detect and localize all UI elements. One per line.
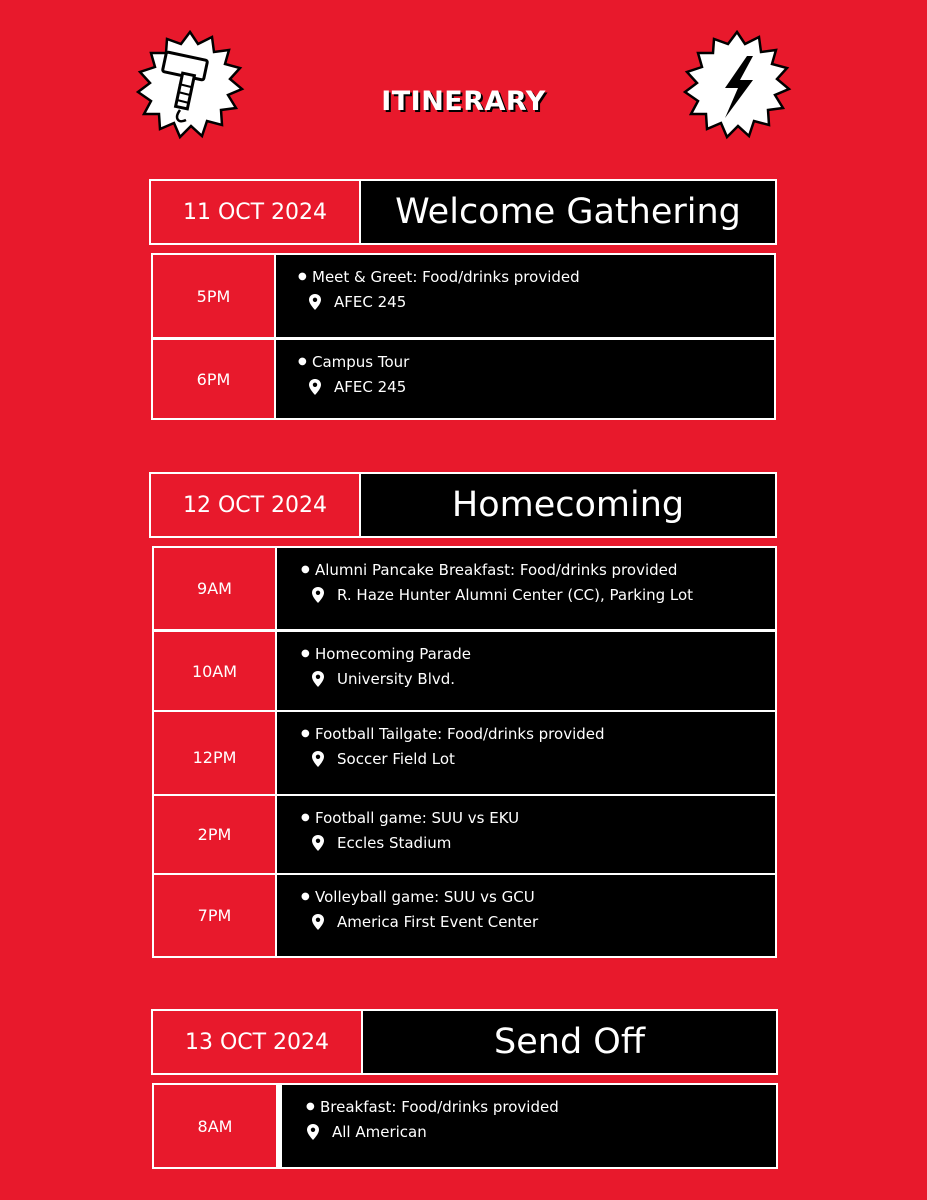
schedule-row xyxy=(152,546,777,631)
detail-cell xyxy=(277,632,775,710)
time-label: 5PM xyxy=(153,255,276,337)
bullet-icon: ● xyxy=(301,648,310,659)
detail-cell xyxy=(277,796,775,873)
location-pin-icon xyxy=(311,914,325,930)
detail-cell xyxy=(277,712,775,794)
schedule-row xyxy=(152,794,777,875)
date-label: 13 OCT 2024 xyxy=(153,1011,363,1073)
location-pin-icon xyxy=(311,751,325,767)
activity-text: Volleyball game: SUU vs GCU xyxy=(315,887,535,906)
location-pin-icon xyxy=(308,379,322,395)
activity-text: Alumni Pancake Breakfast: Food/drinks provided xyxy=(315,560,678,579)
day-header xyxy=(149,472,777,538)
schedule-row xyxy=(152,873,777,958)
day-header xyxy=(149,179,777,245)
time-label: 12PM xyxy=(154,712,277,794)
event-title: Homecoming xyxy=(361,474,775,536)
time-label: 10AM xyxy=(154,632,277,710)
bullet-icon: ● xyxy=(301,891,310,902)
location-pin-icon xyxy=(306,1124,320,1140)
page-title: ITINERARY xyxy=(381,86,546,117)
event-title: Welcome Gathering xyxy=(361,181,775,243)
location-pin-icon xyxy=(311,835,325,851)
time-label: 6PM xyxy=(153,340,276,418)
activity-text: Campus Tour xyxy=(312,352,410,371)
bullet-icon: ● xyxy=(301,564,310,575)
schedule-row xyxy=(151,338,776,420)
location-text: AFEC 245 xyxy=(334,292,407,311)
time-label: 2PM xyxy=(154,796,277,873)
bullet-icon: ● xyxy=(298,271,307,282)
detail-cell xyxy=(276,255,774,337)
detail-cell xyxy=(282,1085,776,1167)
location-pin-icon xyxy=(311,671,325,687)
location-text: Eccles Stadium xyxy=(337,833,452,852)
bullet-icon: ● xyxy=(306,1101,315,1112)
bullet-icon: ● xyxy=(301,728,310,739)
detail-cell xyxy=(276,340,774,418)
activity-text: Meet & Greet: Food/drinks provided xyxy=(312,267,580,286)
location-text: All American xyxy=(332,1122,427,1141)
bullet-icon: ● xyxy=(298,356,307,367)
schedule-row xyxy=(151,253,776,339)
location-text: Soccer Field Lot xyxy=(337,749,455,768)
activity-text: Football Tailgate: Food/drinks provided xyxy=(315,724,605,743)
location-text: AFEC 245 xyxy=(334,377,407,396)
location-text: America First Event Center xyxy=(337,912,539,931)
bullet-icon: ● xyxy=(301,812,310,823)
activity-text: Football game: SUU vs EKU xyxy=(315,808,520,827)
date-label: 12 OCT 2024 xyxy=(151,474,361,536)
schedule-row xyxy=(152,1083,778,1169)
event-title: Send Off xyxy=(363,1011,776,1073)
schedule-row xyxy=(152,630,777,712)
location-pin-icon xyxy=(308,294,322,310)
time-label: 8AM xyxy=(154,1085,282,1167)
time-label: 9AM xyxy=(154,548,277,629)
location-pin-icon xyxy=(311,587,325,603)
day-header xyxy=(151,1009,778,1075)
detail-cell xyxy=(277,548,775,629)
time-label: 7PM xyxy=(154,875,277,956)
location-text: R. Haze Hunter Alumni Center (CC), Parking Lot xyxy=(337,585,694,604)
activity-text: Breakfast: Food/drinks provided xyxy=(320,1097,559,1116)
activity-text: Homecoming Parade xyxy=(315,644,471,663)
date-label: 11 OCT 2024 xyxy=(151,181,361,243)
location-text: University Blvd. xyxy=(337,669,456,688)
schedule-row xyxy=(152,710,777,796)
detail-cell xyxy=(277,875,775,956)
